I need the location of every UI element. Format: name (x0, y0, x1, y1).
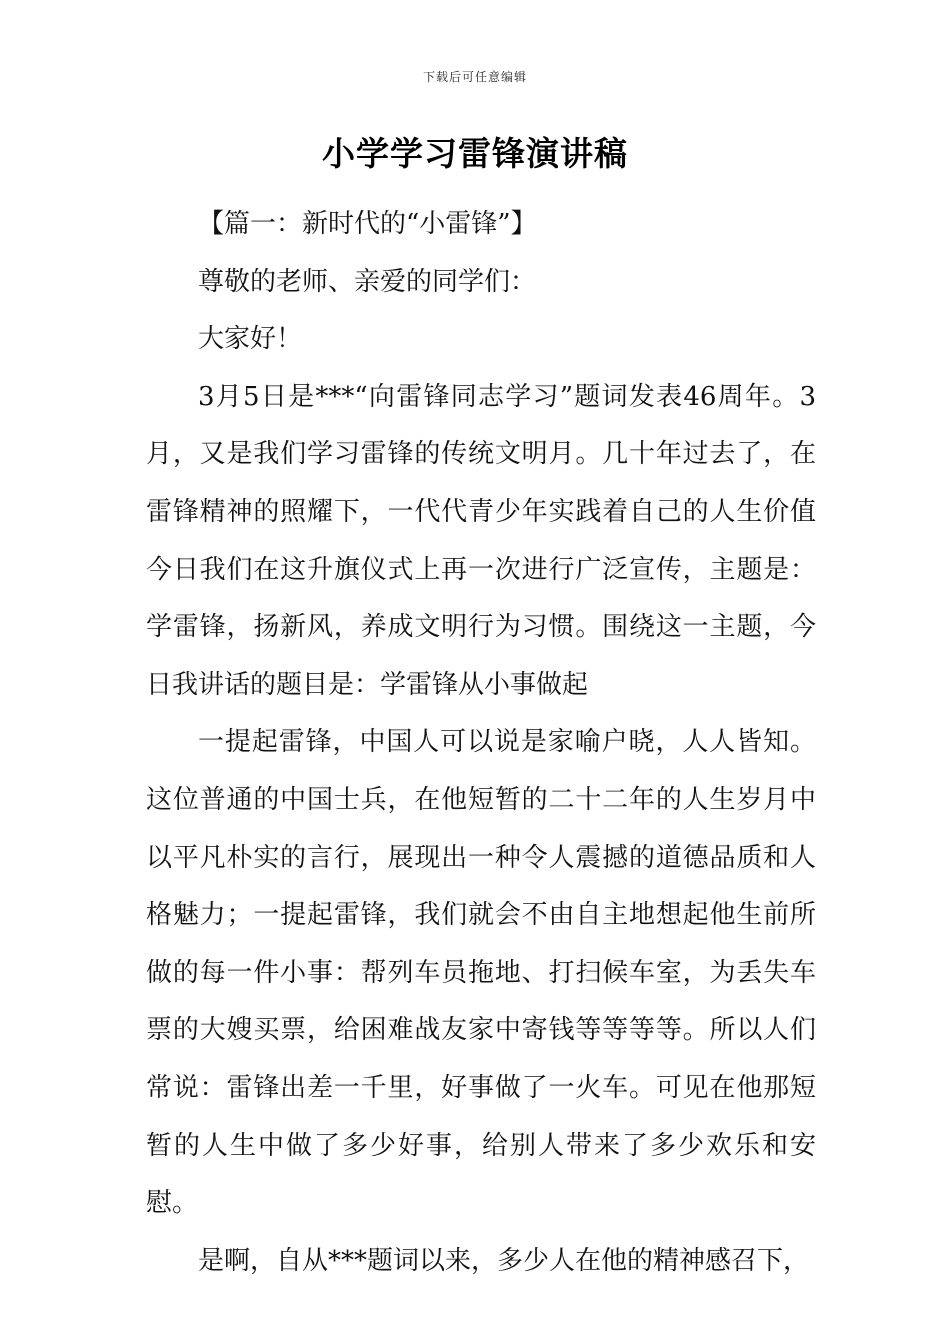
document-title: 小学学习雷锋演讲稿 (322, 134, 628, 173)
body-paragraph: 是啊，自从***题词以来，多少人在他的精神感召下， (198, 1245, 810, 1276)
body-paragraph: 3月5日是***“向雷锋同志学习”题词发表46周年。3月，又是我们学习雷锋的传统文明月。几十年过去了，在雷锋精神的照耀下，一代代青少年实践着自己的人生价值今日我们在这升旗仪式上再一次进行广泛宣传，主题是：学雷锋，扬新风，养成文明行为习惯。围绕这一主题，今日我讲话的题目是：学雷锋从小事做起 (146, 381, 816, 700)
page-header-note: 下载后可任意编辑 (422, 70, 527, 84)
greeting: 大家好！ (198, 324, 303, 355)
section-heading: 【篇一：新时代的“小雷锋”】 (198, 209, 537, 239)
document-body (146, 196, 816, 1290)
salutation: 尊敬的老师、亲爱的同学们： (198, 266, 537, 297)
body-paragraph: 一提起雷锋，中国人可以说是家喻户晓，人人皆知。这位普通的中国士兵，在他短暂的二十二年的人生岁月中以平凡朴实的言行，展现出一种令人震撼的道德品质和人格魅力；一提起雷锋，我们就会不由自主地想起他生前所做的每一件小事：帮列车员拖地、打扫候车室，为丢失车票的大嫂买票，给困难战友家中寄钱等等等等。所以人们常说：雷锋出差一千里，好事做了一火车。可见在他那短暂的人生中做了多少好事，给别人带来了多少欢乐和安慰。 (146, 727, 816, 1219)
